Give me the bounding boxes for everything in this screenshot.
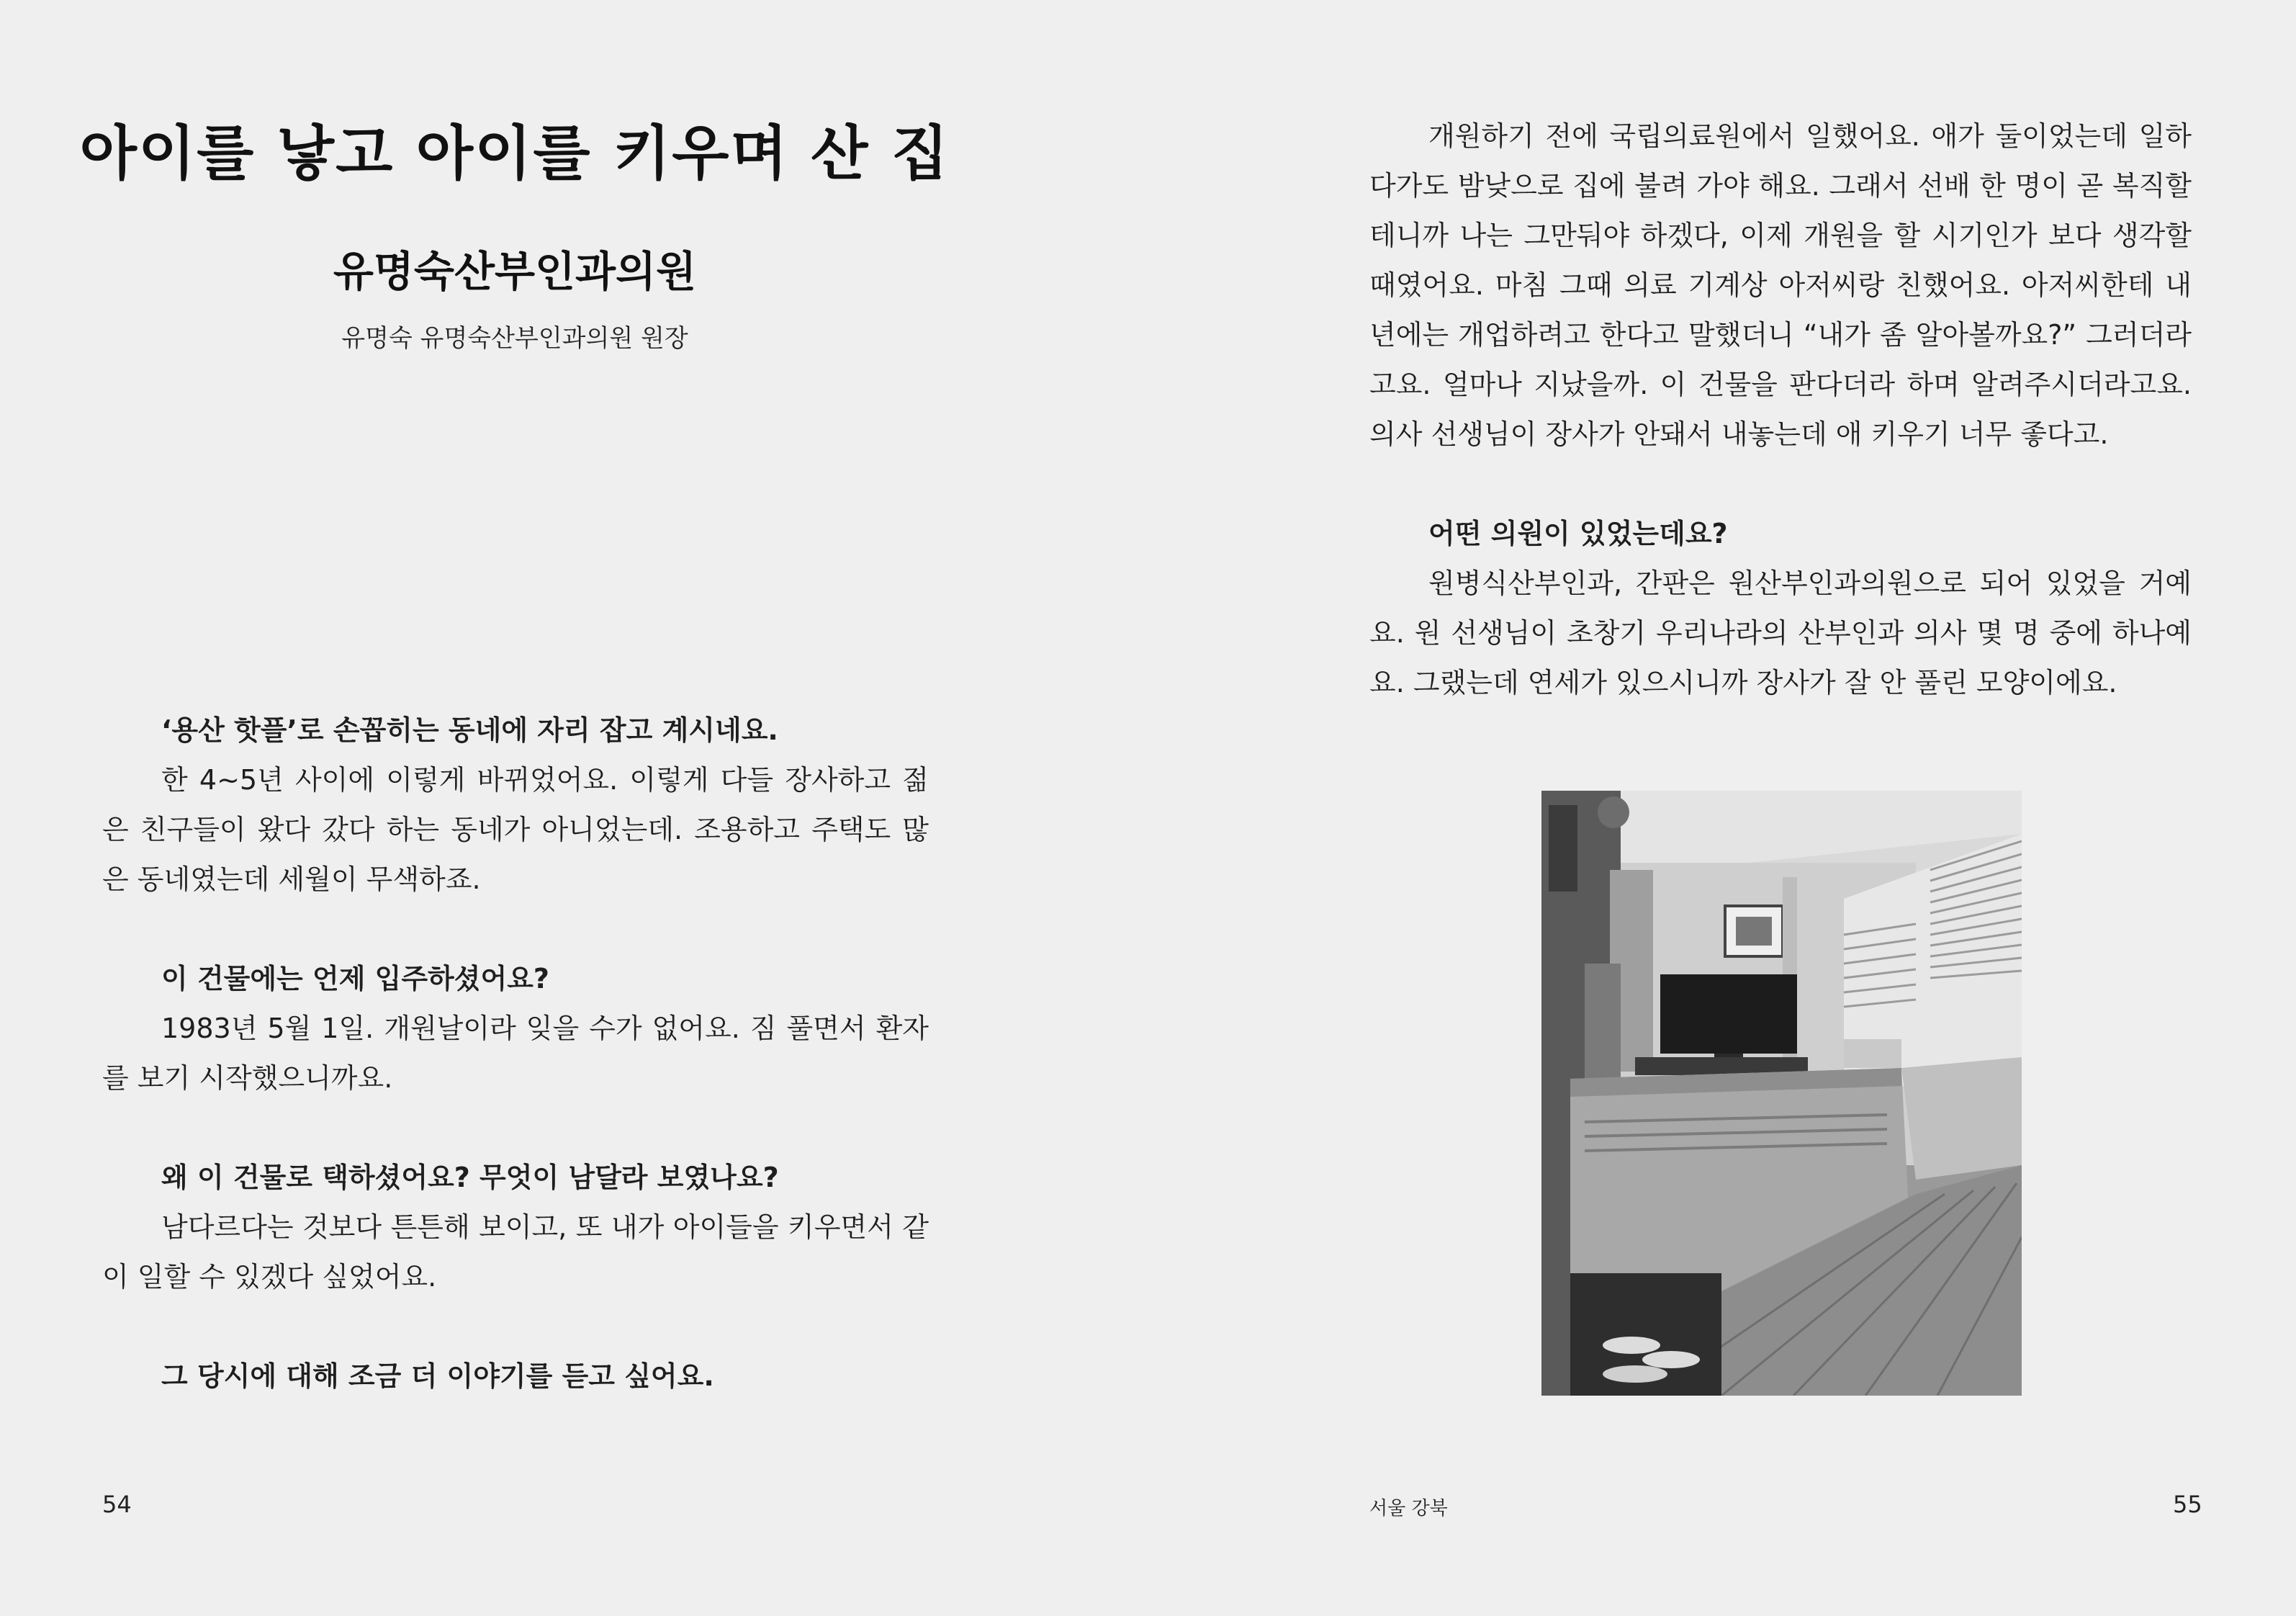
interview-question: 어떤 의원이 있었는데요?	[1428, 518, 1728, 549]
paragraph-gap	[102, 1103, 929, 1153]
clinic-interior-photo	[1541, 791, 2022, 1396]
interview-question: 왜 이 건물로 택하셨어요? 무엇이 남달라 보였나요?	[161, 1162, 779, 1193]
interview-answer: 한 4~5년 사이에 이렇게 바뀌었어요. 이렇게 다들 장사하고 젊은 친구들이 왔다 갔다 하는 동네가 아니었는데. 조용하고 주택도 많은 동네였는데 세월이 무색하죠.	[102, 764, 929, 895]
chapter-title: 아이를 낳고 아이를 키우며 산 집	[79, 120, 950, 188]
interview-question: 이 건물에는 언제 입주하셨어요?	[161, 963, 549, 995]
right-page	[1148, 0, 2296, 1616]
interview-text-left	[102, 706, 929, 1401]
interviewee-byline: 유명숙 유명숙산부인과의원 원장	[341, 324, 688, 353]
interview-text-right	[1369, 112, 2192, 708]
chapter-subtitle: 유명숙산부인과의원	[333, 247, 697, 296]
paragraph-gap	[102, 1302, 929, 1352]
interview-answer: 남다르다는 것보다 튼튼해 보이고, 또 내가 아이들을 키우면서 같이 일할 수 있겠다 싶었어요.	[102, 1211, 929, 1293]
page-number: 55	[2173, 1491, 2202, 1518]
interview-answer: 1983년 5월 1일. 개원날이라 잊을 수가 없어요. 짐 풀면서 환자를 보기 시작했으니까요.	[102, 1013, 929, 1094]
interview-answer: 개원하기 전에 국립의료원에서 일했어요. 애가 둘이었는데 일하다가도 밤낮으로 집에 불려 가야 해요. 그래서 선배 한 명이 곧 복직할 테니까 나는 그만둬야 하겠다, 이제 개원을 할 시기인가 보다 생각할 때였어요. 마침 그때 의료 기계상 아저씨랑 친했어요. 아저씨한테 내년에는 개업하려고 한다고 말했더니 “내가 좀 알아볼까요?” 그러더라고요. 얼마나 지났을까. 이 건물을 판다더라 하며 알려주시더라고요. 의사 선생님이 장사가 안돼서 내놓는데 애 키우기 너무 좋다고.	[1369, 120, 2192, 450]
paragraph-gap	[102, 904, 929, 954]
interview-answer: 원병식산부인과, 간판은 원산부인과의원으로 되어 있었을 거예요. 원 선생님이 초창기 우리나라의 산부인과 의사 몇 명 중에 하나예요. 그랬는데 연세가 있으시니까 장사가 잘 안 풀린 모양이에요.	[1369, 567, 2192, 699]
interview-question: ‘용산 핫플’로 손꼽히는 동네에 자리 잡고 계시네요.	[161, 714, 778, 746]
page-number: 54	[102, 1491, 132, 1518]
paragraph-gap	[1369, 459, 2192, 509]
interview-question: 그 당시에 대해 조금 더 이야기를 듣고 싶어요.	[161, 1360, 714, 1392]
running-head: 서울 강북	[1369, 1498, 1448, 1520]
clinic-interior-illustration	[1541, 791, 2022, 1396]
